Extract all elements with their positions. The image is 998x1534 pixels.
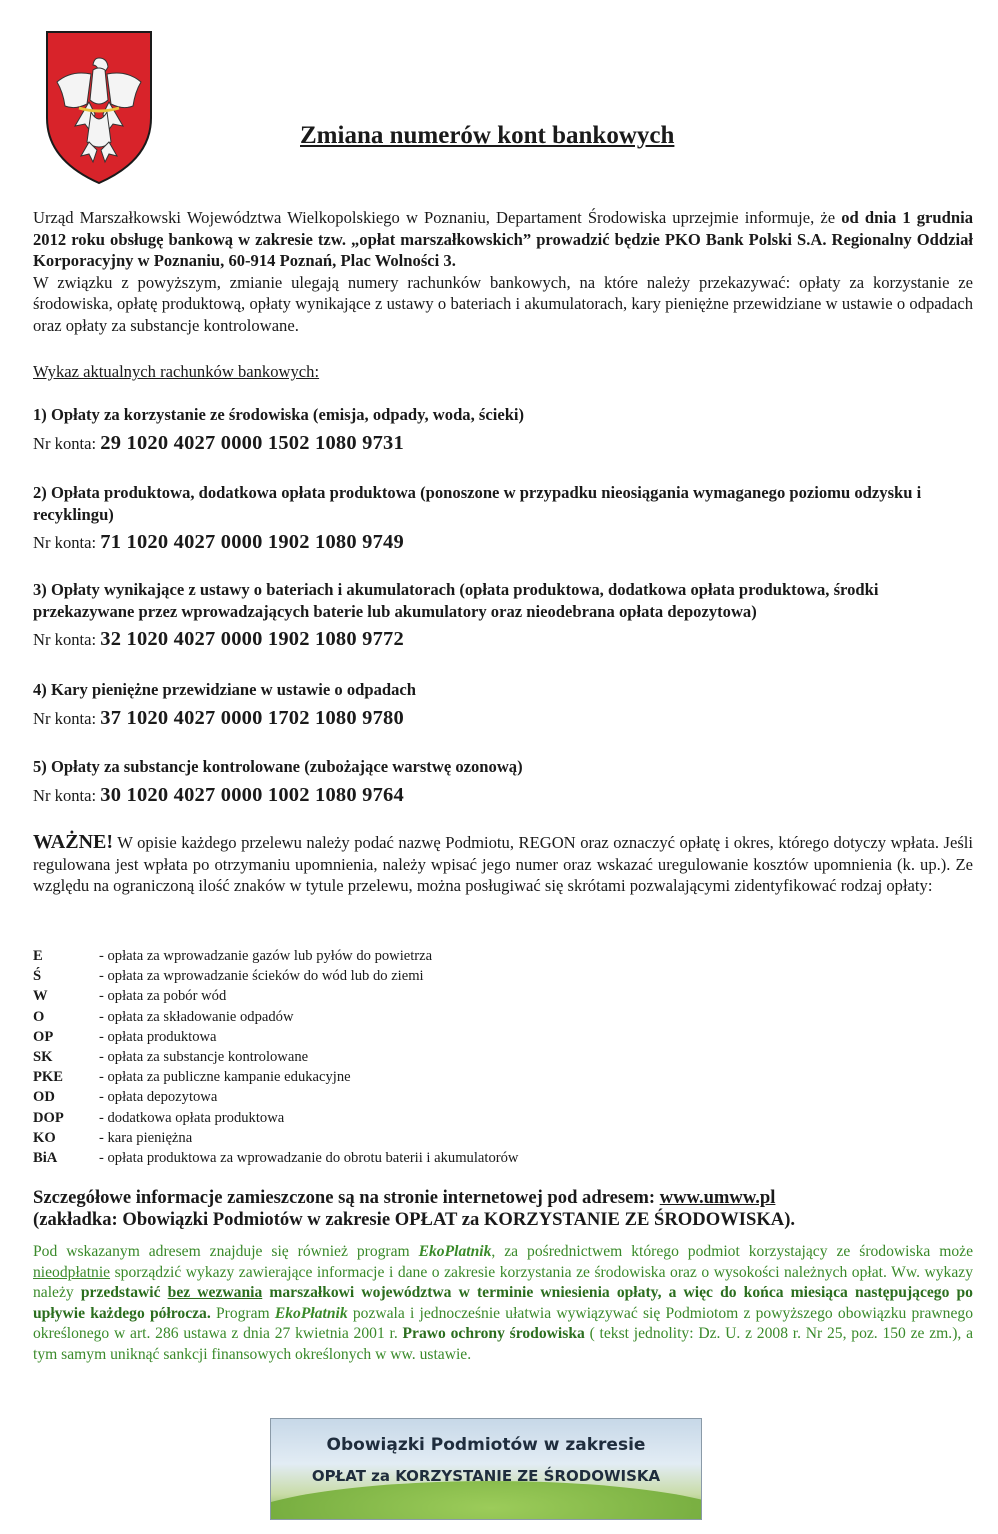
account-number-line (33, 784, 973, 807)
intro-paragraph (33, 207, 973, 336)
abbreviation-row (33, 1130, 518, 1150)
account-item-1 (33, 404, 973, 455)
account-number: 37 1020 4027 0000 1702 1080 9780 (100, 706, 404, 729)
abbreviation-desc: - dodatkowa opłata produktowa (99, 1109, 285, 1126)
abbreviation-row (33, 1069, 518, 1089)
important-note (33, 832, 973, 897)
website-link[interactable]: www.umww.pl (659, 1187, 776, 1208)
abbreviation-desc: - kara pieniężna (99, 1129, 193, 1146)
abbreviation-code: O (33, 1008, 45, 1025)
page-title: Zmiana numerów kont bankowych (300, 122, 675, 149)
ekoplatnik-text: , za pośrednictwem którego podmiot korzystający ze środowiska może (491, 1243, 973, 1260)
account-heading: 2) Opłata produktowa, dodatkowa opłata produktowa (ponoszone w przypadku nieosiągania wymaganego poziomu odzysku i recyklingu) (33, 483, 922, 524)
emphasis-underlined-text: bez wezwania (167, 1284, 263, 1302)
account-number-line (33, 432, 973, 455)
abbreviation-code: KO (33, 1129, 56, 1146)
abbreviation-row (33, 988, 518, 1008)
abbreviation-desc: - opłata za wprowadzanie ścieków do wód lub do ziemi (99, 968, 424, 985)
account-item-5 (33, 756, 973, 807)
ekoplatnik-paragraph (33, 1242, 973, 1366)
account-number-label: Nr konta: (33, 630, 97, 649)
abbreviation-code: OP (33, 1028, 54, 1045)
abbreviation-desc: - opłata produktowa za wprowadzanie do obrotu baterii i akumulatorów (99, 1149, 519, 1166)
account-number-line (33, 628, 973, 651)
abbreviation-row (33, 1029, 518, 1049)
account-heading: 1) Opłaty za korzystanie ze środowiska (emisja, odpady, woda, ścieki) (33, 405, 525, 424)
abbreviation-code: W (33, 988, 48, 1005)
intro-second-text: W związku z powyższym, zmianie ulegają numery rachunków bankowych, na które należy przekazywać: opłaty za korzystanie ze środowiska, opłatę produktową, opłaty wynikające z ustawy o bateriach i akumulatorach, kary pieniężne przewidziane w ustawie o odpadach oraz opłaty za substancje kontrolowane. (33, 272, 973, 335)
banner-subtitle: OPŁAT za KORZYSTANIE ZE ŚRODOWISKA (311, 1467, 661, 1485)
account-number-label: Nr konta: (33, 785, 97, 805)
abbreviation-code: DOP (33, 1109, 64, 1126)
abbreviation-row (33, 1009, 518, 1029)
abbreviation-desc: - opłata za wprowadzanie gazów lub pyłów do powietrza (99, 948, 433, 964)
abbreviation-row (33, 1089, 518, 1109)
abbreviation-row (33, 968, 518, 988)
ekoplatnik-text: Program (210, 1304, 275, 1322)
abbreviation-code: PKE (33, 1069, 63, 1086)
free-of-charge-text: nieodpłatnie (33, 1263, 111, 1281)
abbreviation-desc: - opłata za publiczne kampanie edukacyjne (99, 1069, 351, 1086)
account-item-4 (33, 679, 973, 730)
abbreviation-code: OD (33, 1089, 55, 1106)
details-paragraph (33, 1187, 973, 1231)
account-item-3 (33, 579, 973, 651)
account-item-2 (33, 482, 973, 554)
banner-title: Obowiązki Podmiotów w zakresie (326, 1435, 646, 1455)
account-list-heading-text: Wykaz aktualnych rachunków bankowych (33, 362, 315, 381)
eagle-coat-of-arms-icon (45, 30, 153, 185)
details-tab-text: (zakładka: Obowiązki Podmiotów w zakresie OPŁAT za KORZYSTANIE ZE ŚRODOWISKA). (33, 1209, 796, 1230)
account-number-label: Nr konta: (33, 708, 97, 728)
abbreviation-desc: - opłata za pobór wód (99, 988, 227, 1005)
ekoplatnik-name: EkoPlatnik (418, 1243, 492, 1260)
important-label: WAŻNE! (33, 831, 114, 853)
account-heading: 4) Kary pieniężne przewidziane w ustawie o odpadach (33, 680, 417, 699)
account-number-label: Nr konta: (33, 433, 97, 453)
account-list-heading (33, 362, 973, 382)
abbreviation-desc: - opłata depozytowa (99, 1089, 218, 1106)
abbreviation-code: E (33, 948, 43, 964)
abbreviation-code: Ś (33, 968, 42, 985)
account-number: 30 1020 4027 0000 1002 1080 9764 (100, 783, 404, 806)
emphasis-text: przedstawić (80, 1284, 168, 1302)
account-heading: 5) Opłaty za substancje kontrolowane (zubożające warstwę ozonową) (33, 757, 523, 776)
details-text: Szczegółowe informacje zamieszczone są na stronie internetowej pod adresem: (33, 1187, 660, 1208)
ekoplatnik-text: ( tekst jednolity: Dz. U. z 2008 r. Nr 25, poz. 150 ze zm.), a tym samym uniknąć sankcji finansowych określonych w ww. ustawie. (33, 1325, 973, 1363)
account-number-label: Nr konta: (33, 533, 97, 552)
abbreviation-code: BiA (33, 1149, 58, 1166)
important-text: W opisie każdego przelewu należy podać nazwę Podmiotu, REGON oraz oznaczyć opłatę i okres, którego dotyczy wpłata. Jeśli regulowana jest wpłata po otrzymaniu upomnienia, należy wpisać jego numer oraz wskazać uregulowanie kosztów upomnienia (k. up.). Ze względu na ograniczoną ilość znaków w tytule przelewu, można posługiwać się skrótami pozwalającymi zidentyfikować rodzaj opłaty: (33, 833, 973, 895)
abbreviation-desc: - opłata za składowanie odpadów (99, 1008, 294, 1025)
obligations-banner[interactable] (270, 1418, 702, 1520)
account-heading: 3) Opłaty wynikające z ustawy o bateriach i akumulatorach (opłata produktowa, dodatkowa opłata produktowa, środki przekazywane przez wprowadzających baterie lub akumulatory oraz nieodebrana opłata depozytowa) (33, 580, 879, 621)
abbreviation-list (33, 948, 518, 1170)
ekoplatnik-name: EkoPłatnik (274, 1304, 348, 1322)
ekoplatnik-text: pozwala i jednocześnie ułatwia wywiązywać się Podmiotom z powyższego obowiązku prawnego określonego w art. 286 ustawa z dnia 27 kwietnia 2001 r. (33, 1304, 973, 1343)
law-name-text: Prawo ochrony środowiska (402, 1325, 585, 1343)
abbreviation-desc: - opłata produktowa (99, 1028, 217, 1045)
intro-text: Urząd Marszałkowski Województwa Wielkopolskiego w Poznaniu, Departament Środowiska uprzejmie informuje, że (33, 208, 842, 227)
banner-hill-graphic (270, 1481, 702, 1520)
abbreviation-code: SK (33, 1048, 53, 1065)
account-number: 32 1020 4027 0000 1902 1080 9772 (100, 628, 404, 650)
emphasis-text: marszałkowi województwa w terminie wniesienia opłaty, a więc do końca miesiąca następującego po upływie każdego półrocza. (33, 1284, 973, 1322)
abbreviation-row (33, 948, 518, 968)
account-number-line (33, 531, 973, 554)
intro-bold-text: od dnia 1 grudnia 2012 roku obsługę bankową w zakresie tzw. „opłat marszałkowskich” prowadzić będzie PKO Bank Polski S.A. Regionalny Oddział Korporacyjny w Poznaniu, 60-914 Poznań, Plac Wolności 3. (33, 208, 973, 270)
abbreviation-row (33, 1049, 518, 1069)
ekoplatnik-text: sporządzić wykazy zawierające informacje i dane o zakresie korzystania ze środowiska oraz o wysokości należnych opłat. Ww. wykazy należy (33, 1263, 973, 1302)
abbreviation-row (33, 1110, 518, 1130)
account-number-line (33, 707, 973, 730)
abbreviation-desc: - opłata za substancje kontrolowane (99, 1048, 309, 1065)
account-list-heading-colon: : (314, 362, 320, 381)
account-number: 29 1020 4027 0000 1502 1080 9731 (100, 431, 404, 454)
account-number: 71 1020 4027 0000 1902 1080 9749 (100, 531, 404, 553)
ekoplatnik-text: Pod wskazanym adresem znajduje się również program (33, 1243, 419, 1260)
abbreviation-row (33, 1150, 518, 1170)
